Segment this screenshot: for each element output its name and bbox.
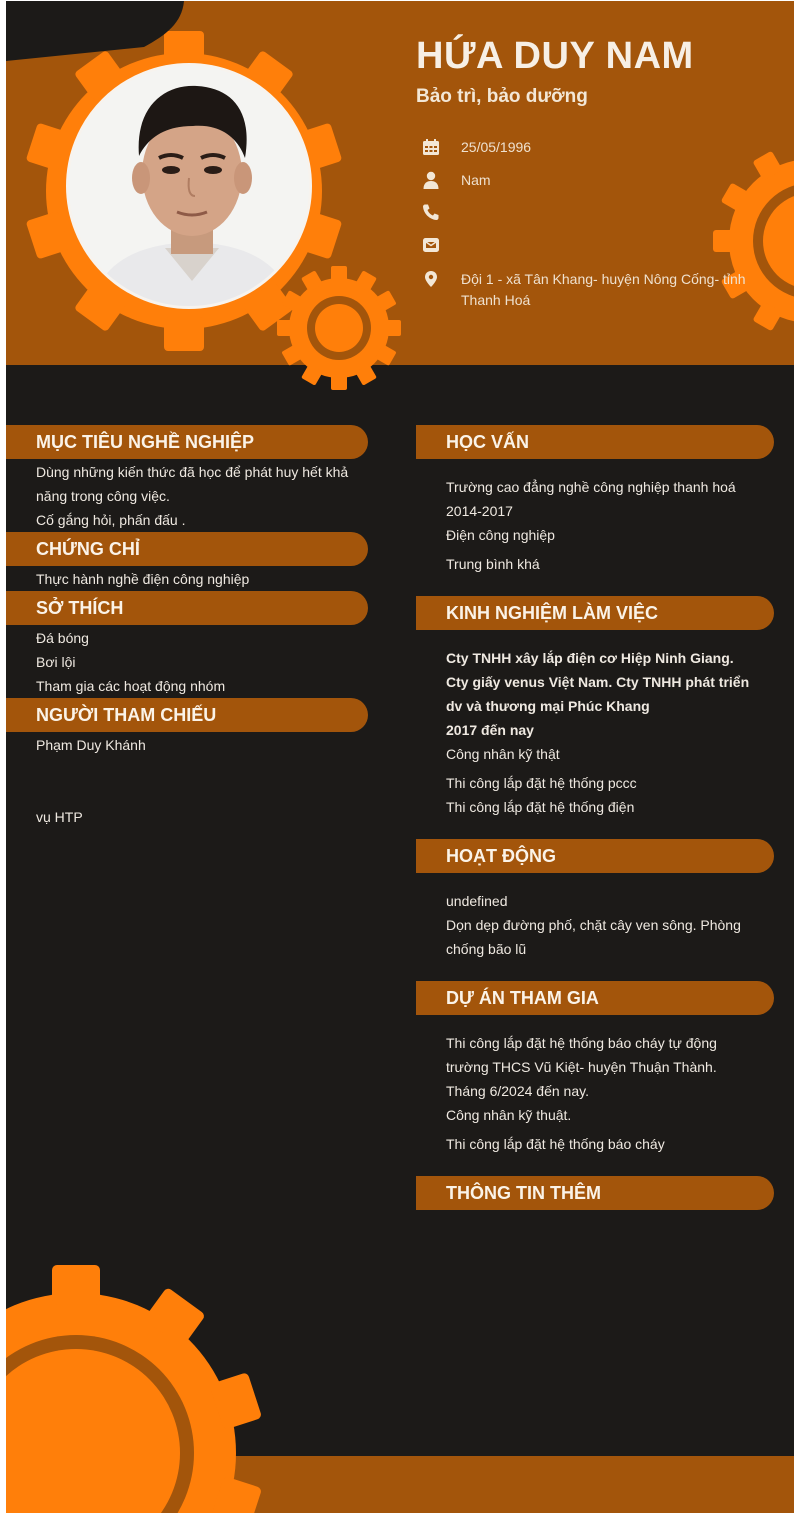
avatar <box>66 63 312 309</box>
map-pin-icon <box>416 269 446 288</box>
education-school: Trường cao đẳng nghề công nghiệp thanh hoá <box>446 479 736 495</box>
gear-decoration-small <box>276 265 402 391</box>
calendar-icon <box>416 137 446 156</box>
hobby-item: Bơi lội <box>36 654 76 670</box>
experience-position: Công nhân kỹ thật <box>446 746 560 762</box>
objective-text-2: Cố gắng hỏi, phấn đấu . <box>36 512 186 528</box>
certificate-item: Thực hành nghề điện công nghiệp <box>36 571 250 587</box>
portrait-photo <box>69 66 312 309</box>
reference-name: Phạm Duy Khánh <box>36 737 146 753</box>
project-task: Thi công lắp đặt hệ thống báo cháy <box>446 1136 665 1152</box>
project-role: Công nhân kỹ thuật. <box>446 1107 572 1123</box>
experience-period: 2017 đến nay <box>446 722 534 738</box>
contact-birthday <box>416 137 756 158</box>
section-heading-certificates: CHỨNG CHỈ <box>6 532 368 566</box>
hobby-item: Tham gia các hoạt động nhóm <box>36 678 226 694</box>
project-name: Thi công lắp đặt hệ thống báo cháy tự động trường THCS Vũ Kiệt- huyện Thuận Thành. <box>446 1035 717 1075</box>
section-heading-hobbies: SỞ THÍCH <box>6 591 368 625</box>
user-icon <box>416 170 446 189</box>
section-heading-activities: HOẠT ĐỘNG <box>416 839 774 873</box>
reference-company: vụ HTP <box>36 809 83 825</box>
address-value: Đội 1 - xã Tân Khang- huyện Nông Cống- tỉnh Thanh Hoá <box>461 271 746 308</box>
candidate-name: HỨA DUY NAM <box>416 35 694 77</box>
experience-task: Thi công lắp đặt hệ thống điện <box>446 799 635 815</box>
section-heading-experience: KINH NGHIỆM LÀM VIỆC <box>416 596 774 630</box>
objective-text-1: Dùng những kiến thức đã học để phát huy hết khả năng trong công việc. <box>36 464 349 504</box>
education-period: 2014-2017 <box>446 503 513 519</box>
contact-address <box>416 269 756 311</box>
activity-text-1: undefined <box>446 893 508 909</box>
resume-page <box>6 1 794 1513</box>
contact-gender <box>416 170 756 191</box>
education-grade: Trung bình khá <box>446 556 540 572</box>
gear-decoration-bottom <box>6 1263 266 1513</box>
birthday-value: 25/05/1996 <box>461 139 532 155</box>
phone-icon <box>416 202 446 221</box>
section-heading-more-info: THÔNG TIN THÊM <box>416 1176 774 1210</box>
section-heading-objective: MỤC TIÊU NGHỀ NGHIỆP <box>6 425 368 459</box>
project-period: Tháng 6/2024 đến nay. <box>446 1083 589 1099</box>
section-heading-education: HỌC VẤN <box>416 425 774 459</box>
activity-text-2: Dọn dẹp đường phố, chặt cây ven sông. Phòng chống bão lũ <box>446 917 741 957</box>
envelope-icon <box>416 235 446 254</box>
hobby-item: Đá bóng <box>36 630 89 646</box>
experience-task: Thi công lắp đặt hệ thống pccc <box>446 775 637 791</box>
contact-phone <box>416 202 756 221</box>
gender-value: Nam <box>461 172 491 188</box>
section-heading-references: NGƯỜI THAM CHIẾU <box>6 698 368 732</box>
section-heading-projects: DỰ ÁN THAM GIA <box>416 981 774 1015</box>
experience-company: Cty TNHH xây lắp điện cơ Hiệp Ninh Giang. Cty giấy venus Việt Nam. Cty TNHH phát triển dv và thương mại Phúc Khang <box>446 650 750 714</box>
education-major: Điện công nghiệp <box>446 527 555 543</box>
contact-email <box>416 235 756 254</box>
dark-swoosh <box>6 1 196 61</box>
job-title: Bảo trì, bảo dưỡng <box>416 86 588 107</box>
